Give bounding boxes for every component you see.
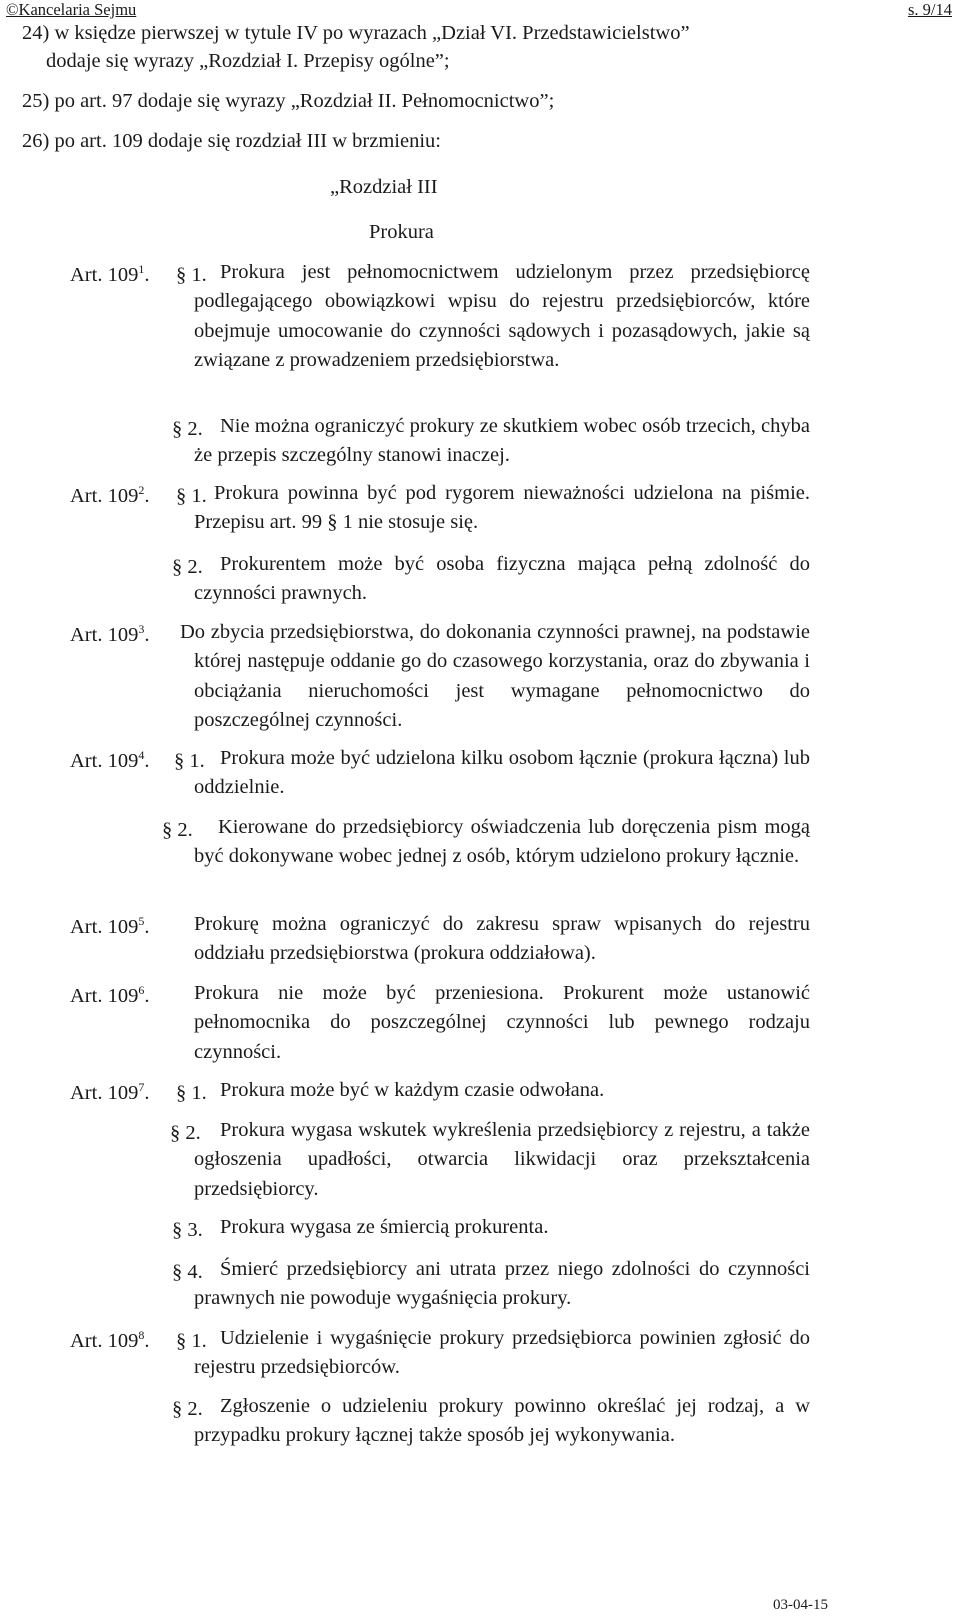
article-superscript: 1 — [138, 262, 145, 276]
section-mark: § 2. — [172, 1398, 203, 1420]
article-1092-label: Art. $109^2$. — [70, 483, 150, 507]
article-1097-label: Art. $109^7$. — [70, 1080, 150, 1104]
section-mark: § 1. — [176, 1330, 207, 1352]
section-mark: § 3. — [172, 1219, 203, 1241]
item-24-line-1: 24) w księdze pierwszej w tytule IV po wyrazach „Dział VI. Przedstawicielstwo” — [22, 22, 690, 44]
article-1096-text: Prokura nie może być przeniesiona. Prokurent może ustanowić pełnomocnika do poszczególnej czynności lub pewnego rodzaju czynności. — [194, 982, 810, 1063]
article-label: Art. 109 — [70, 985, 139, 1007]
article-1092-section-2: Prokurentem może być osoba fizyczna mająca pełną zdolność do czynności prawnych. — [194, 553, 810, 605]
article-1097-section-1: Prokura może być w każdym czasie odwołana. — [220, 1079, 605, 1101]
article-superscript: 7 — [138, 1080, 145, 1094]
article-label: Art. 109 — [70, 1082, 139, 1104]
article-label: Art. 109 — [70, 624, 139, 646]
article-superscript: 3 — [138, 622, 145, 636]
article-label: Art. 109 — [70, 264, 139, 286]
item-26: 26) po art. 109 dodaje się rozdział III w brzmieniu: — [22, 130, 441, 152]
article-1094-section-2: Kierowane do przedsiębiorcy oświadczenia lub doręczenia pism mogą być dokonywane wobec jednej z osób, którym udzielono prokury łącznie. — [194, 816, 810, 868]
article-label: Art. 109 — [70, 1330, 139, 1352]
section-mark: § 2. — [172, 556, 203, 578]
article-1093-text: Do zbycia przedsiębiorstwa, do dokonania czynności prawnej, na podstawie której następuje oddanie go do czasowego korzystania, oraz do zbywania i obciążania nieruchomości jest wymagane pełnomocnictwo do poszczególnej czynności. — [180, 621, 810, 731]
item-24-line-2: dodaje się wyrazy „Rozdział I. Przepisy ogólne”; — [46, 50, 450, 72]
section-mark: § 2. — [170, 1122, 201, 1144]
article-1098-section-2: Zgłoszenie o udzieleniu prokury powinno określać jej rodzaj, a w przypadku prokury łącznej także sposób jej wykonywania. — [194, 1395, 810, 1447]
article-1094-label: Art. $109^4$. — [70, 748, 150, 772]
article-1097-section-3: Prokura wygasa ze śmiercią prokurenta. — [220, 1216, 549, 1238]
section-mark: § 1. — [174, 750, 205, 772]
article-1095-text: Prokurę można ograniczyć do zakresu spraw wpisanych do rejestru oddziału przedsiębiorstwa (prokura oddziałowa). — [194, 913, 810, 965]
article-1098-label: Art. $109^8$. — [70, 1328, 150, 1352]
article-superscript: 2 — [138, 483, 145, 497]
article-1091-section-2: Nie można ograniczyć prokury ze skutkiem wobec osób trzecich, chyba że przepis szczególny stanowi inaczej. — [194, 415, 810, 467]
section-mark: § 1. — [176, 1082, 207, 1104]
chapter-heading: „Rozdział III — [330, 176, 438, 198]
article-1091-section-1: Prokura jest pełnomocnictwem udzielonym przez przedsiębiorcę podlegającego obowiązkowi wpisu do rejestru przedsiębiorców, które obejmuje umocowanie do czynności sądowych i pozasądowych, jakie są związane z prowadzeniem przedsiębiorstwa. — [194, 261, 810, 371]
article-1093-label: Art. $109^3$. — [70, 622, 150, 646]
article-label: Art. 109 — [70, 750, 139, 772]
article-label: Art. 109 — [70, 916, 139, 938]
section-mark: § 1. — [176, 264, 207, 286]
section-mark: § 2. — [172, 418, 203, 440]
article-1097-section-4: Śmierć przedsiębiorcy ani utrata przez niego zdolności do czynności prawnych nie powoduje wygaśnięcia prokury. — [194, 1258, 810, 1310]
article-1091-label: Art. $109^1$. — [70, 262, 150, 286]
article-superscript: 4 — [138, 748, 145, 762]
article-1095-label: Art. $109^5$. — [70, 914, 150, 938]
page-number: s. 9/14 — [907, 0, 952, 19]
article-1096-label: Art. $109^6$. — [70, 983, 150, 1007]
article-superscript: 8 — [138, 1328, 145, 1342]
article-label: Art. 109 — [70, 485, 139, 507]
section-mark: § 4. — [172, 1261, 203, 1283]
item-25: 25) po art. 97 dodaje się wyrazy „Rozdział II. Pełnomocnictwo”; — [22, 90, 555, 112]
publisher-header: ©Kancelaria Sejmu — [6, 0, 137, 19]
article-1097-section-2: Prokura wygasa wskutek wykreślenia przedsiębiorcy z rejestru, a także ogłoszenia upadłości, otwarcia likwidacji oraz przekształcenia przedsiębiorcy. — [194, 1119, 810, 1200]
article-superscript: 6 — [138, 983, 145, 997]
section-mark: § 2. — [162, 819, 193, 841]
article-1098-section-1: Udzielenie i wygaśnięcie prokury przedsiębiorca powinien zgłosić do rejestru przedsiębiorców. — [194, 1327, 810, 1379]
chapter-title: Prokura — [369, 221, 434, 243]
article-1094-section-1: Prokura może być udzielona kilku osobom łącznie (prokura łączna) lub oddzielnie. — [194, 747, 810, 799]
footer-date: 03-04-15 — [773, 1597, 828, 1613]
article-1092-section-1: Prokura powinna być pod rygorem nieważności udzielona na piśmie. Przepisu art. 99 § 1 nie stosuje się. — [194, 482, 810, 534]
article-superscript: 5 — [138, 914, 145, 928]
section-mark: § 1. — [176, 485, 207, 507]
